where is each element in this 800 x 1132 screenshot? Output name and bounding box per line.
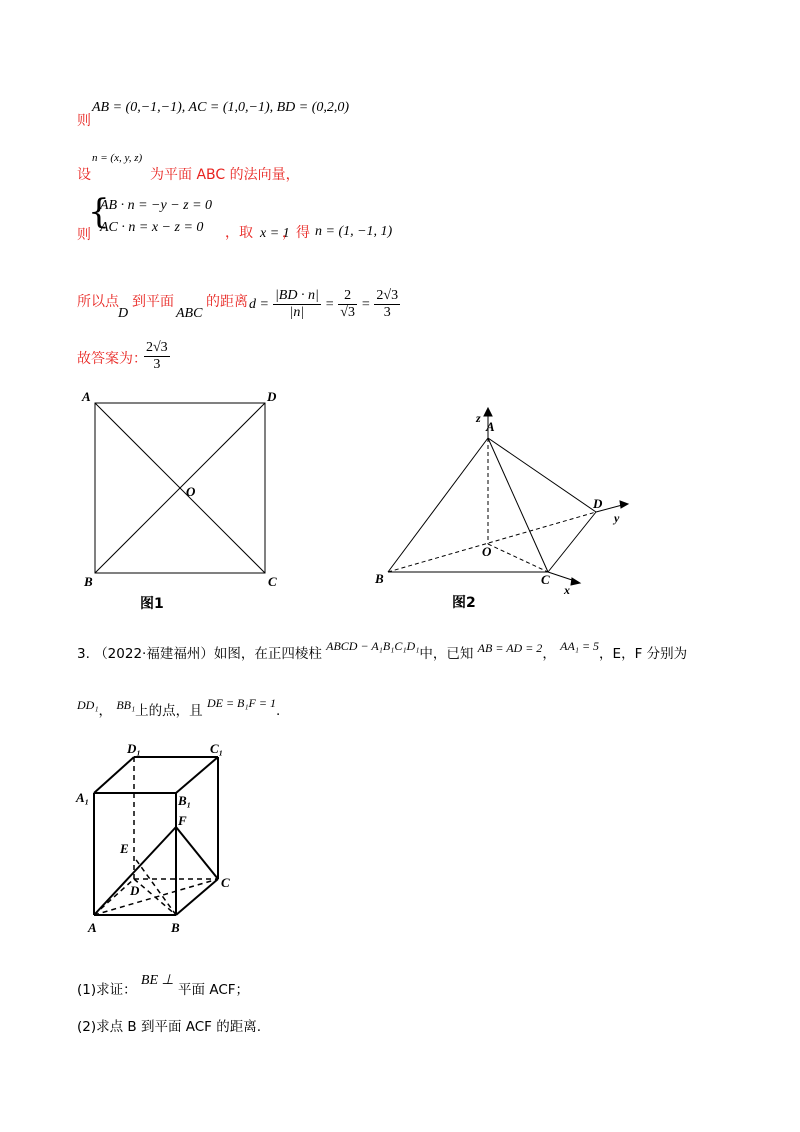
question-2: (2)求点 B 到平面 ACF 的距离.	[77, 1019, 262, 1035]
figure3-prism	[70, 735, 250, 945]
sep2: ，	[98, 703, 113, 719]
problem-source: （2022·福建福州）	[94, 646, 214, 662]
distance-formula	[249, 288, 400, 321]
fig2-label-c: C	[541, 572, 550, 587]
problem3-line1	[77, 639, 688, 662]
question1-suffix: 平面 ACF；	[178, 982, 250, 998]
condition-de-b1f: DE = B₁F = 1	[206, 696, 276, 710]
problem3-line2	[77, 696, 281, 719]
distance-symbol: d =	[249, 296, 269, 312]
edge-b1c1	[176, 757, 218, 793]
edge-oc	[488, 544, 548, 572]
sep1: ，	[542, 646, 556, 662]
value-fraction-2	[374, 288, 400, 321]
problem-text3: ，E，F 分别为	[599, 646, 688, 662]
solution-line3-mid: ，取	[225, 225, 253, 241]
value-fraction-1-num: 2	[338, 288, 357, 305]
problem-text1: 如图，在正四棱柱	[213, 646, 322, 662]
fig1-label-b: B	[84, 574, 93, 589]
question1-math: BE ⊥	[140, 973, 174, 988]
plane-abc: ABC	[176, 306, 203, 321]
edge-cd	[548, 512, 596, 572]
edge-ab	[388, 438, 488, 572]
fig2-label-d: D	[593, 496, 603, 511]
fig1-label-c: C	[268, 574, 277, 589]
answer-fraction	[144, 340, 170, 373]
distance-fraction-den: |n|	[289, 305, 305, 320]
take-x: x = 1	[260, 226, 290, 241]
solution-line3-prefix: 则	[77, 227, 91, 243]
answer-prefix: 故答案为：	[77, 351, 147, 367]
y-axis-arrow	[620, 501, 628, 508]
fig3-label-b: B	[171, 920, 180, 935]
edge-bc	[176, 879, 218, 915]
solution-line2-suffix: 为平面 ABC 的法向量，	[150, 167, 300, 183]
segment-dd1: DD₁	[77, 698, 99, 712]
value-fraction-2-den: 3	[383, 305, 391, 320]
solution-line4-prefix: 所以点	[77, 294, 119, 310]
edge-bd	[388, 512, 596, 572]
edge-db	[134, 879, 176, 915]
distance-fraction	[273, 288, 321, 321]
edge-af	[94, 827, 176, 915]
fig3-label-e: E	[120, 841, 129, 856]
fig3-label-c1: C₁	[210, 741, 224, 756]
figure1-caption: 图1	[140, 596, 164, 612]
distance-fraction-num: |BD · n|	[274, 288, 319, 303]
fig3-label-f: F	[178, 813, 187, 828]
solution-line2-prefix: 设	[77, 167, 91, 183]
fig3-label-c: C	[221, 875, 230, 890]
value-fraction-1	[338, 288, 357, 321]
answer-num: 2√3	[146, 340, 168, 355]
edge-fc	[176, 827, 218, 879]
fig2-label-o: O	[482, 544, 492, 559]
fig3-label-d1: D₁	[127, 741, 141, 756]
fig1-label-d: D	[267, 389, 277, 404]
point-d: D	[118, 306, 129, 321]
fig3-label-a: A	[88, 920, 97, 935]
question1-prefix: (1)求证：	[77, 982, 137, 998]
edge-a1d1	[94, 757, 134, 793]
z-axis-arrow	[484, 408, 492, 416]
fig3-label-b1: B₁	[178, 793, 192, 808]
fig2-label-z: z	[476, 411, 481, 425]
problem-end: .	[275, 703, 281, 719]
fig2-label-b: B	[375, 571, 384, 586]
fig2-label-y: y	[614, 511, 620, 525]
system-brace: {	[88, 192, 110, 232]
system-eq1: AB · n = −y − z = 0	[100, 198, 213, 213]
equals-sign-2: =	[360, 296, 371, 312]
fig2-label-a: A	[486, 419, 495, 434]
solution-line1-prefix: 则	[77, 113, 91, 129]
problem-text2: 中，已知	[419, 646, 474, 662]
value-fraction-1-den: √3	[340, 305, 355, 320]
condition-aa1: AA₁ = 5	[560, 639, 600, 653]
fig2-label-x: x	[564, 583, 570, 597]
fig1-label-a: A	[82, 389, 91, 404]
normal-vector-def: n = (x, y, z)	[92, 152, 143, 164]
solution-line4-mid: 到平面	[132, 294, 174, 310]
x-axis-arrow	[571, 578, 580, 585]
vector-list: AB = (0,−1,−1), AC = (1,0,−1), BD = (0,2,0)	[92, 100, 350, 115]
solution-line3-get: ，得	[282, 225, 310, 241]
segment-bb1: BB₁	[116, 698, 136, 712]
prism-name: ABCD − A₁B₁C₁D₁	[326, 639, 420, 653]
system-eq2: AC · n = x − z = 0	[100, 220, 204, 235]
solution-line4-suffix: 的距离	[206, 294, 248, 310]
fig3-label-a1: A₁	[76, 790, 90, 805]
problem-number: 3.	[77, 646, 90, 662]
fig1-label-o: O	[186, 484, 196, 499]
fig3-label-d: D	[130, 883, 140, 898]
figure1-square	[70, 385, 300, 615]
normal-vector-result: n = (1, −1, 1)	[315, 224, 393, 239]
condition-ab-ad: AB = AD = 2	[477, 641, 543, 655]
figure2-caption: 图2	[452, 595, 476, 611]
value-fraction-2-num: 2√3	[376, 288, 399, 303]
answer-den: 3	[153, 357, 161, 372]
equals-sign-1: =	[324, 296, 335, 312]
figure2-pyramid	[368, 400, 638, 600]
problem-text4: 上的点，且	[135, 703, 203, 719]
question-1	[77, 973, 250, 999]
